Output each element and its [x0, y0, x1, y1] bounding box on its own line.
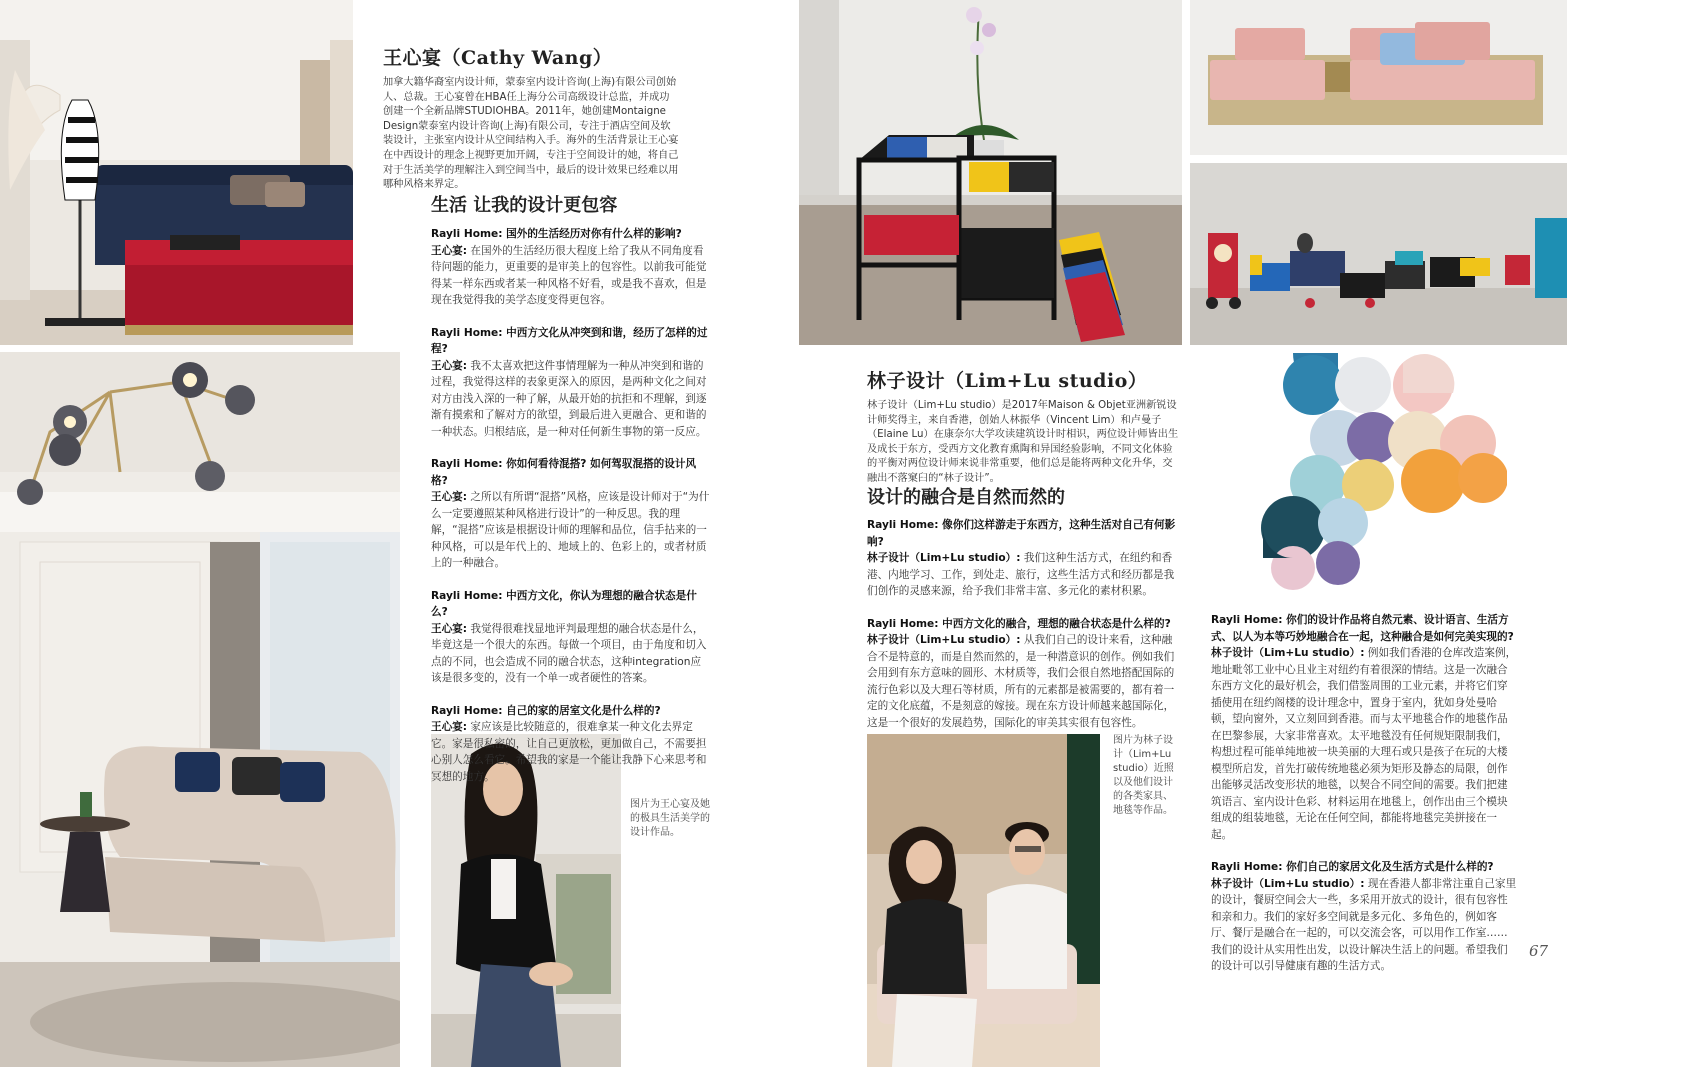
qa-answer: 我不太喜欢把这件事情理解为一种从冲突到和谐的过程，我觉得这样的表象更深入的原因，是两种文化之间对对方由浅入深的一种了解，从最开始的抗拒和不理解，到逐渐有摸索和了解对方的欲望，到最后进入更融合、更和谐的一种状态。归根结底，是一种对任何新生事物的第一反应。 — [431, 359, 707, 438]
qa-item — [867, 517, 1179, 600]
section-title: 设计的融合是自然而然的 — [867, 487, 1065, 508]
qa-item — [431, 703, 711, 786]
qa-answer: 现在香港人都非常注重自己家里的设计，餐厨空间会大一些，多采用开放式的设计，很有包容性和亲和力。我们的家好多空间就是多元化、多角色的，例如客厅、餐厅是融合在一起的，可以交流会客，可以用作工作室……我们的设计从实用性出发，以设计解决生活上的问题。希望我们的设计可以引导健康有趣的生活方式。 — [1211, 877, 1517, 972]
qa-answer-lead: 王心宴: — [431, 622, 468, 635]
qa-item — [867, 616, 1179, 732]
qa-question: Rayli Home: 中西方文化，你认为理想的融合状态是什么? — [431, 589, 697, 618]
living-room-photo — [0, 0, 353, 345]
qa-question: Rayli Home: 自己的家的居室文化是什么样的? — [431, 704, 661, 717]
qa-answer-lead: 王心宴: — [431, 359, 468, 372]
photo-caption: 图片为王心宴及她的极具生活美学的设计作品。 — [630, 799, 710, 838]
qa-item — [1211, 859, 1517, 975]
qa-question: Rayli Home: 中西方文化的融合，理想的融合状态是什么样的? — [867, 617, 1171, 630]
qa-answer: 从我们自己的设计来看，这种融合不是特意的，而是自然而然的，是一种潜意识的创作。例如我们会用到有东方意味的圆形、木材质等，我们会很自然地搭配国际的流行色彩以及大理石等材质，所有的元素都是被需要的，都有着一定的文化底蕴，不是刻意的嫁接。现在东方设计师越来越国际化，这是一个很好的发展趋势，国际化的审美其实很有包容性。 — [867, 634, 1175, 729]
qa-answer: 在国外的生活经历很大程度上给了我从不同角度看待问题的能力，更重要的是审美上的包容性。以前我可能觉得某一样东西或者某一种风格不好看，或是我不喜欢，但是现在我觉得我的美学态度变得更包容。 — [431, 244, 707, 306]
studio-name-title: 林子设计（Lim+Lu studio） — [867, 370, 1148, 392]
page-number: 67 — [1529, 942, 1549, 960]
qa-question: Rayli Home: 你如何看待混搭? 如何驾驭混搭的设计风格? — [431, 458, 697, 487]
qa-item — [431, 588, 711, 687]
designer-intro: 加拿大籍华裔室内设计师，蒙泰室内设计咨询(上海)有限公司创始人、总裁。王心宴曾在HBA任上海分公司高级设计总监，并成功创建一个全新品牌STUDIOHBA。2011年，她创建Montaigne Design蒙泰室内设计咨询(上海)有限公司，专注于酒店空间及软装设计，主张室内设计从空间结构入手。海外的生活背景让王心宴在中西设计的理念上视野更加开阔，专注于空间设计的她，将自己对于生活美学的理解注入到空间当中，最后的设计效果已经难以用哪种风格来界定。 — [383, 77, 679, 191]
qa-question: Rayli Home: 中西方文化从冲突到和谐，经历了怎样的过程? — [431, 326, 708, 355]
qa-answer-lead: 王心宴: — [431, 244, 468, 257]
living-room-chandelier-photo — [0, 352, 400, 1067]
mondrian-table-photo — [799, 0, 1182, 345]
qa-answer: 例如我们香港的仓库改造案例，地址毗邻工业中心且业主对纽约有着很深的情结。这是一次融合东西方文化的最好机会，我们借鉴周围的工业元素，并将它们穿插使用在纽约阁楼的设计理念中，置身于室内，犹如身处曼哈顿，望向窗外，又立刻回到香港。而与太平地毯合作的地毯作品在巴黎参展，大家非常喜欢。太平地毯没有任何规矩限制我们，构想过程可能单纯地被一块美丽的大理石或只是孩子在玩的大楼模型所启发，首先打破传统地毯必须为矩形及静态的局限，创作出能够灵活改变形状的地毯，以契合不同空间的需要。我们把建筑语言、室内设计色彩、材料运用在地毯上，创作出由三个模块组成的组装地毯，无论在任何空间，都能将地毯完美拼接在一起。 — [1211, 647, 1517, 841]
lim-lu-portrait-photo — [867, 734, 1100, 1067]
qa-answer-lead: 林子设计（Lim+Lu studio）: — [1211, 877, 1365, 890]
qa-answer-lead: 林子设计（Lim+Lu studio）: — [1211, 647, 1365, 659]
qa-item — [1211, 612, 1517, 843]
pink-sofa-photo — [1190, 0, 1567, 155]
qa-item — [431, 456, 711, 572]
photo-caption: 图片为林子设计（Lim+Lu studio）近照以及他们设计的各类家具、地毯等作品。 — [1113, 735, 1174, 816]
qa-item — [431, 226, 711, 309]
qa-answer: 之所以有所谓“混搭”风格，应该是设计师对于“为什么一定要遵照某种风格进行设计”的一种反思。我的理解，“混搭”应该是根据设计师的理解和品位，信手拈来的一种风格，可以是年代上的、地域上的、色彩上的，或者材质上的一种融合。 — [431, 491, 710, 569]
qa-answer-lead: 王心宴: — [431, 491, 468, 503]
qa-item — [431, 325, 711, 441]
qa-answer-lead: 林子设计（Lim+Lu studio）: — [867, 634, 1021, 646]
qa-answer: 家应该是比较随意的，很难拿某一种文化去界定它。家是很私密的，让自己更放松，更加做自己，不需要担心别人怎么看它。希望我的家是一个能让我静下心来思考和冥想的地方。 — [431, 721, 707, 783]
qa-question: Rayli Home: 像你们这样游走于东西方，这种生活对自己有何影响? — [867, 519, 1176, 548]
furniture-street-photo — [1190, 163, 1567, 345]
qa-question: Rayli Home: 国外的生活经历对你有什么样的影响? — [431, 228, 682, 240]
qa-answer-lead: 王心宴: — [431, 721, 468, 733]
qa-list — [431, 226, 711, 785]
designer-name-title: 王心宴（Cathy Wang） — [383, 47, 613, 69]
section-title: 生活 让我的设计更包容 — [431, 195, 618, 216]
modular-rug-artwork — [1253, 353, 1507, 593]
qa-answer-lead: 林子设计（Lim+Lu studio）: — [867, 552, 1021, 564]
qa-question: Rayli Home: 你们的设计作品将自然元素、设计语言、生活方式、以人为本等巧妙地融合在一起，这种融合是如何完美实现的? — [1211, 614, 1514, 643]
qa-question: Rayli Home: 你们自己的家居文化及生活方式是什么样的? — [1211, 861, 1494, 873]
qa-answer: 我们这种生活方式，在纽约和香港、内地学习、工作，到处走、旅行，这些生活方式和经历都是我们创作的灵感来源，给予我们非常丰富、多元化的素材积累。 — [867, 552, 1175, 597]
qa-answer: 我觉得很难找显地评判最理想的融合状态是什么，毕竟这是一个很大的东西。每做一个项目，由于角度和切入点的不同，也会造成不同的融合状态，这种integration应该是很多变的，没有一个单一或者硬性的答案。 — [431, 622, 707, 684]
studio-intro: 林子设计（Lim+Lu studio）是2017年Maison & Objet亚洲新锐设计师奖得主，来自香港，创始人林振华（Vincent Lim）和卢曼子（Elaine Lu）在康奈尔大学攻读建筑设计时相识，两位设计师皆出生及成长于东方，受西方文化教育熏陶和异国经验影响，不同文化体验的平衡对两位设计师来说非常重要，他们总是能将两种文化升华，交融出不落窠臼的“林子设计”。 — [867, 400, 1179, 484]
